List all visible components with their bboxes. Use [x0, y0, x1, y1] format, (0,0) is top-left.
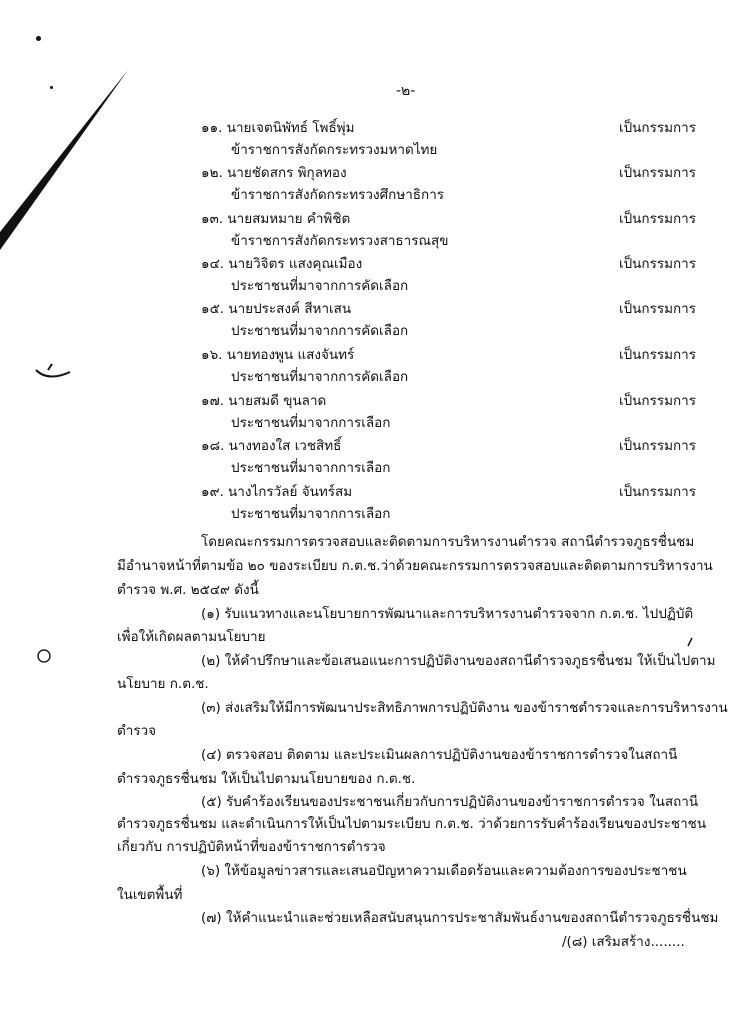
member-role: เป็นกรรมการ [619, 438, 696, 454]
member-name: ๑๓. นายสมหมาย คำพิชิต [201, 211, 351, 227]
member-name: ๑๒. นายชัดสกร พิกุลทอง [201, 165, 347, 181]
duty-line: (๗) ให้คำแนะนำและช่วยเหลือสนับสนุนการประชาสัมพันธ์งานของสถานีตำรวจภูธรชื่นชม [201, 910, 719, 926]
member-name: ๑๑. นายเจตนิพัทธ์ โพธิ์พุ่ม [201, 120, 355, 136]
duty-line: ตำรวจ [117, 723, 157, 739]
duty-line: (๔) ตรวจสอบ ติดตาม และประเมินผลการปฏิบัติงานของข้าราชการตำรวจในสถานี [201, 747, 678, 763]
duty-line: ในเขตพื้นที่ [117, 887, 183, 903]
intro-line: ตำรวจ พ.ศ. ๒๕๔๙ ดังนี้ [117, 582, 259, 598]
member-entry [0, 297, 752, 341]
member-role: เป็นกรรมการ [619, 347, 696, 363]
member-entry [0, 207, 752, 251]
member-entry [0, 161, 752, 205]
member-name: ๑๔. นายวิจิตร แสงคุณเมือง [201, 256, 363, 272]
member-affiliation: ประชาชนที่มาจากการเลือก [231, 506, 391, 522]
duty-line: ตำรวจภูธรชื่นชม และดำเนินการให้เป็นไปตามระเบียบ ก.ต.ช. ว่าด้วยการรับคำร้องเรียนของประชาชน [117, 816, 707, 832]
member-entry [0, 343, 752, 387]
member-name: ๑๗. นายสมดี ขุนลาด [201, 393, 327, 409]
duty-line: (๑) รับแนวทางและนโยบายการพัฒนาและการบริหารงานตำรวจจาก ก.ต.ช. ไปปฏิบัติ [201, 606, 694, 622]
intro-line: มีอำนาจหน้าที่ตามข้อ ๒๐ ของระเบียบ ก.ต.ช.ว่าด้วยคณะกรรมการตรวจสอบและติดตามการบริหารงาน [117, 558, 713, 574]
member-affiliation: ข้าราชการสังกัดกระทรวงมหาดไทย [231, 142, 438, 158]
duty-line: (๒) ให้คำปรึกษาและข้อเสนอแนะการปฏิบัติงานของสถานีตำรวจภูธรชื่นชม ให้เป็นไปตาม [201, 653, 716, 669]
member-role: เป็นกรรมการ [619, 484, 696, 500]
member-entry [0, 116, 752, 160]
member-affiliation: ข้าราชการสังกัดกระทรวงสาธารณสุข [231, 233, 449, 249]
member-name: ๑๙. นางไกรวัลย์ จันทร์สม [201, 484, 353, 500]
member-role: เป็นกรรมการ [619, 120, 696, 136]
duty-line: นโยบาย ก.ต.ช. [117, 676, 209, 692]
duty-line: (๕) รับคำร้องเรียนของประชาชนเกี่ยวกับการปฏิบัติงานของข้าราชการตำรวจ ในสถานี [201, 794, 699, 810]
member-entry [0, 252, 752, 296]
member-affiliation: ประชาชนที่มาจากการเลือก [231, 415, 391, 431]
intro-line: โดยคณะกรรมการตรวจสอบและติดตามการบริหารงานตำรวจ สถานีตำรวจภูธรชื่นชม [201, 534, 695, 550]
duty-line: ตำรวจภูธรชื่นชม ให้เป็นไปตามนโยบายของ ก.ต.ช. [117, 771, 416, 787]
member-role: เป็นกรรมการ [619, 393, 696, 409]
member-affiliation: ประชาชนที่มาจากการเลือก [231, 460, 391, 476]
member-entry [0, 389, 752, 433]
member-name: ๑๘. นางทองใส เวชสิทธิ์ [201, 438, 342, 454]
member-affiliation: ประชาชนที่มาจากการคัดเลือก [231, 323, 409, 339]
member-affiliation: ประชาชนที่มาจากการคัดเลือก [231, 369, 409, 385]
scan-dot [50, 86, 53, 89]
continuation-note: /(๘) เสริมสร้าง........ [562, 934, 685, 950]
duty-line: เกี่ยวกับ การปฏิบัติหน้าที่ของข้าราชการตำรวจ [117, 839, 386, 855]
member-entry [0, 480, 752, 524]
duty-line: เพื่อให้เกิดผลตามนโยบาย [117, 629, 266, 645]
duty-line: (๖) ให้ข้อมูลข่าวสารและเสนอปัญหาความเดือดร้อนและความต้องการของประชาชน [201, 863, 687, 879]
member-entry [0, 434, 752, 478]
member-role: เป็นกรรมการ [619, 211, 696, 227]
page-number: -๒- [396, 83, 416, 99]
member-role: เป็นกรรมการ [619, 165, 696, 181]
member-affiliation: ข้าราชการสังกัดกระทรวงศึกษาธิการ [231, 187, 445, 203]
duty-line: (๓) ส่งเสริมให้มีการพัฒนาประสิทธิภาพการปฏิบัติงาน ของข้าราชตำรวจและการบริหารงาน [201, 700, 728, 716]
member-name: ๑๕. นายประสงค์ สีหาเสน [201, 301, 352, 317]
member-affiliation: ประชาชนที่มาจากการคัดเลือก [231, 278, 409, 294]
member-name: ๑๖. นายทองพูน แสงจันทร์ [201, 347, 355, 363]
scan-dot [36, 36, 41, 41]
member-role: เป็นกรรมการ [619, 301, 696, 317]
member-role: เป็นกรรมการ [619, 256, 696, 272]
